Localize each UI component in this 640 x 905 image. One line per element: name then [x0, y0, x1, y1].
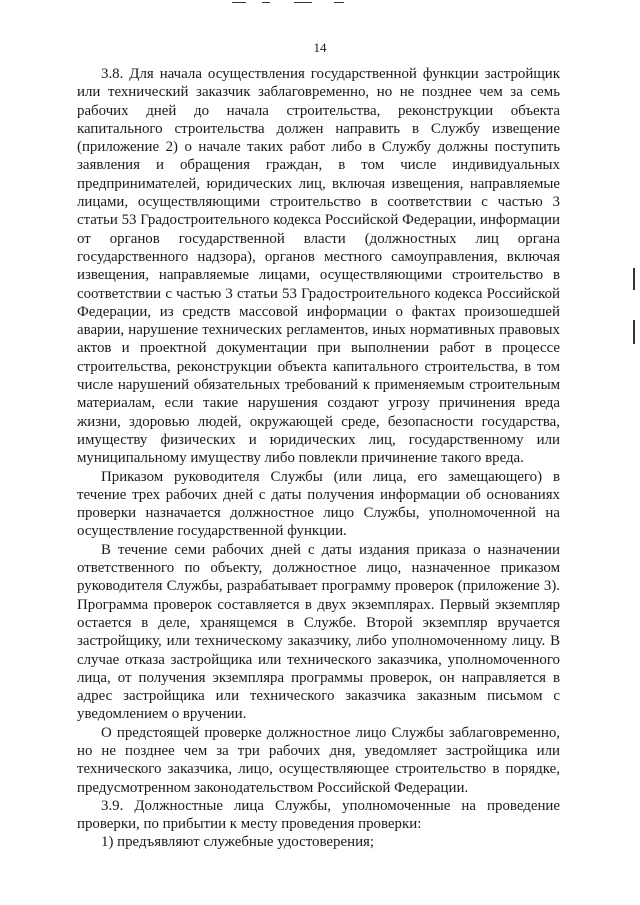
page-number: 14	[313, 40, 327, 55]
paragraph-program: В течение семи рабочих дней с даты издания приказа о назначении ответственного по объекту, должностное лицо, назначенное приказом руководителя Службы, разрабатывает программу проверок (приложение 3). Программа проверок составляется в двух экземплярах. Первый экземпляр остается в деле, хранящемся в Службе. Второй экземпляр вручается застройщику, или техническому заказчику, либо уполномоченному лицу. В случае отказа застройщика или технического заказчика, уполномоченного лица, от получения экземпляра программы проверок, он направляется в адрес застройщика или технического заказчика заказным письмом с уведомлением о вручении.	[77, 541, 560, 723]
paragraph-notice: О предстоящей проверке должностное лицо Службы заблаговременно, но не позднее чем за три рабочих дня, уведомляет застройщика или технического заказчика, лицо, осуществляющее строительство в порядке, предусмотренном законодательством Российской Федерации.	[77, 724, 560, 796]
list-item-1: 1) предъявляют служебные удостоверения;	[101, 834, 375, 851]
scan-artifact	[294, 2, 312, 3]
scan-artifact	[633, 268, 635, 290]
document-body	[77, 65, 560, 852]
paragraph-3-8: 3.8. Для начала осуществления государственной функции застройщик или технический заказчик заблаговременно, но не позднее чем за семь рабочих дней до начала строительства, реконструкции объекта капитального строительства должен направить в Службу извещение (приложение 2) о начале таких работ либо в Службу должны поступить заявления и обращения граждан, в том числе индивидуальных предпринимателей, юридических лиц, включая извещения, направляемые лицами, осуществляющими строительство в соответствии с частью 3 статьи 53 Градостроительного кодекса Российской Федерации, информации от органов государственной власти (должностных лиц органа государственного надзора), органов местного самоуправления, включая извещения, направляемые лицами, осуществляющими строительство в соответствии с частью 3 статьи 53 Градостроительного кодекса Российской Федерации, из средств массовой информации о фактах произошедшей аварии, нарушение технических регламентов, иных нормативных правовых актов и проектной документации при выполнении работ в процессе строительства, реконструкции объекта капитального строительства, в том числе нарушений обязательных требований к применяемым строительным материалам, если такие нарушения создают угрозу причинения вреда жизни, здоровью людей, окружающей среде, безопасности государства, имуществу физических и юридических лиц, государственному или муниципальному имуществу либо повлекли причинение такого вреда.	[77, 66, 560, 467]
scan-artifact	[232, 2, 246, 3]
paragraph-order: Приказом руководителя Службы (или лица, его замещающего) в течение трех рабочих дней с даты получения информации об основаниях проверки назначается должностное лицо Службы, уполномоченной на осуществление государственной функции.	[77, 468, 560, 540]
scan-artifact	[633, 320, 635, 344]
scan-artifact	[334, 2, 344, 3]
scan-artifact	[262, 2, 270, 3]
paragraph-3-9: 3.9. Должностные лица Службы, уполномоченные на проведение проверки, по прибытии к месту проведения проверки:	[77, 797, 560, 833]
